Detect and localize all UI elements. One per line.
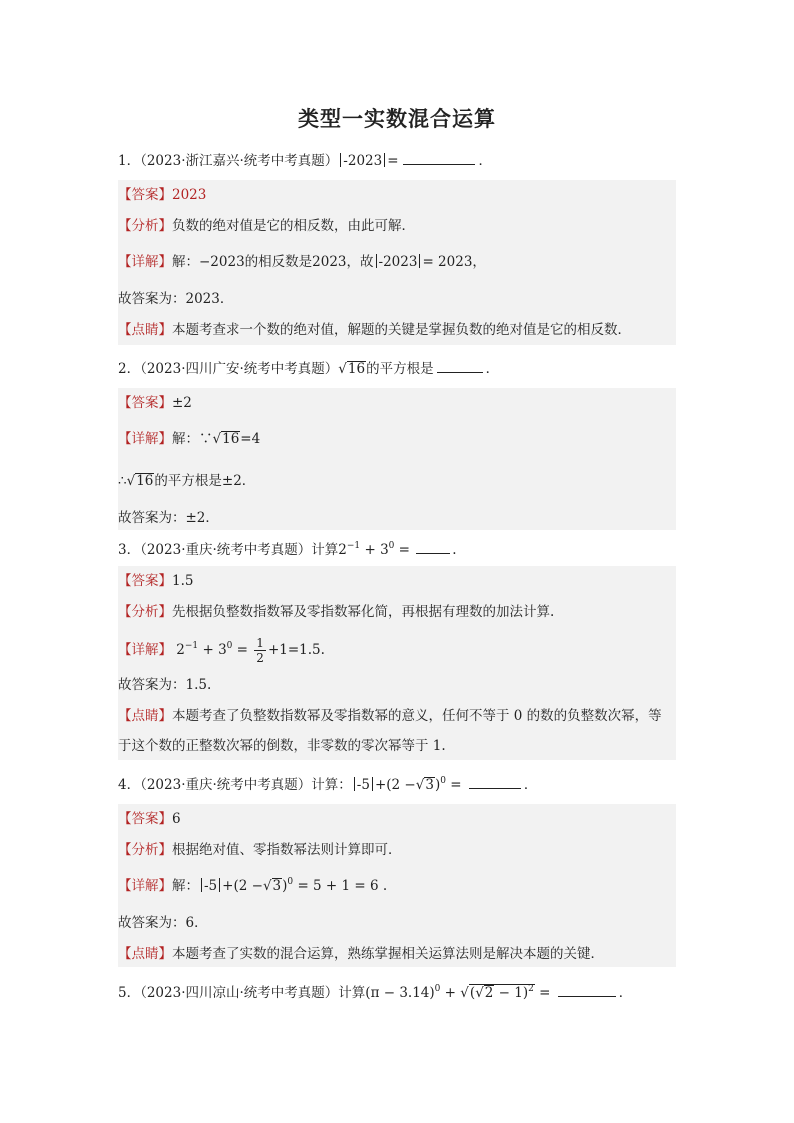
question-source: （2023·重庆·统考中考真题）计算： xyxy=(140,777,352,793)
answer-label: 【答案】 xyxy=(118,395,172,411)
detail-text: 解： xyxy=(172,878,199,894)
radicand: 3 xyxy=(272,878,282,894)
analysis-text: 负数的绝对值是它的相反数，由此可解． xyxy=(172,218,415,234)
question-end: ． xyxy=(485,361,500,377)
question-source: （2023·重庆·统考中考真题）计算 xyxy=(140,542,339,558)
detail-line xyxy=(118,636,676,665)
question-number: 1． xyxy=(118,153,141,169)
fraction xyxy=(254,636,266,665)
abs-bar xyxy=(419,254,420,268)
abs-bar xyxy=(376,254,377,268)
question-end: . xyxy=(452,542,457,558)
equals: = xyxy=(394,542,415,558)
comment-label: 【点睛】 xyxy=(118,322,172,338)
detail-label: 【详解】 xyxy=(118,431,172,447)
analysis-line xyxy=(118,216,676,236)
comment-line xyxy=(118,944,676,964)
equals: = xyxy=(445,777,466,793)
sqrt-sign: √ xyxy=(338,361,347,377)
question-source: （2023·四川凉山·统考中考真题）计算 xyxy=(140,985,366,1001)
question-number: 2． xyxy=(118,361,141,377)
detail-result: = 5 + 1 = 6 . xyxy=(293,878,388,894)
detail-result: =4 xyxy=(240,431,261,447)
question-source: （2023·四川广安·统考中考真题） xyxy=(140,361,339,377)
analysis-text: 先根据负整数指数幂及零指数幂化简，再根据有理数的加法计算. xyxy=(172,604,555,620)
radicand: 16 xyxy=(347,361,366,377)
exponent: 0 xyxy=(388,541,395,551)
radicand: 2 xyxy=(484,985,494,1001)
answer-value: 2023 xyxy=(172,187,207,203)
detail-expression: + 3 xyxy=(198,642,227,658)
question-number: 5． xyxy=(118,985,141,1001)
answer-line xyxy=(118,185,676,205)
question-2 xyxy=(118,358,676,379)
analysis-label: 【分析】 xyxy=(118,218,172,234)
question-source: （2023·浙江嘉兴·统考中考真题） xyxy=(140,153,339,169)
radicand: 16 xyxy=(136,473,154,489)
answer-blank xyxy=(437,358,483,373)
plus-sign: + xyxy=(440,985,461,1001)
radicand: 3 xyxy=(425,777,434,793)
sqrt-sign: √ xyxy=(126,473,136,489)
radicand: 16 xyxy=(222,431,240,447)
expression: − 1) xyxy=(494,985,529,1001)
answer-label: 【答案】 xyxy=(118,187,172,203)
sqrt-sign: √ xyxy=(460,985,469,1001)
comment-label: 【点睛】 xyxy=(118,946,172,962)
detail-label: 【详解】 xyxy=(118,254,172,270)
answer-line xyxy=(118,393,676,413)
sqrt-sign: √ xyxy=(475,985,484,1001)
therefore-text: 的平方根是±2． xyxy=(154,473,256,489)
comment-text: 本题考查求一个数的绝对值，解题的关键是掌握负数的绝对值是它的相反数． xyxy=(172,322,631,338)
exponent: −1 xyxy=(346,541,361,551)
detail-line xyxy=(118,429,676,449)
expression: ) xyxy=(282,878,288,894)
abs-bar xyxy=(372,777,373,791)
expression: 2 xyxy=(338,542,347,558)
answer-blank xyxy=(558,982,616,997)
exponent: 2 xyxy=(528,984,534,994)
answer-value: 6 xyxy=(172,811,181,827)
detail-result: +1=1.5. xyxy=(267,642,325,658)
sqrt-sign: √ xyxy=(415,777,425,793)
abs-bar xyxy=(354,777,355,791)
question-3 xyxy=(118,539,676,560)
equals: = xyxy=(232,642,253,658)
detail-line xyxy=(118,876,676,896)
exponent: 0 xyxy=(440,776,446,786)
abs-bar xyxy=(384,153,385,167)
answer-value: 1.5 xyxy=(172,573,194,589)
analysis-text: 根据绝对值、零指数幂法则计算即可． xyxy=(172,842,402,858)
exponent: 0 xyxy=(434,984,441,994)
equals: = xyxy=(534,985,555,1001)
equals: = xyxy=(387,153,399,169)
expression: + 3 xyxy=(360,542,389,558)
exponent: −1 xyxy=(184,641,199,651)
analysis-line xyxy=(118,602,676,622)
detail-expression: -2023 xyxy=(378,254,418,270)
answer-blank xyxy=(416,539,450,554)
conclusion-line: 故答案为：2023． xyxy=(118,291,234,307)
detail-result: = 2023， xyxy=(422,254,486,270)
question-number: 3． xyxy=(118,542,141,558)
answer-value: ±2 xyxy=(172,395,192,411)
detail-text: 解：−2023的相反数是2023，故 xyxy=(172,254,374,270)
detail-label: 【详解】 xyxy=(118,878,172,894)
question-1 xyxy=(118,150,676,171)
answer-line xyxy=(118,571,676,591)
detail-label: 【详解】 xyxy=(118,642,172,658)
therefore-symbol: ∴ xyxy=(118,473,127,489)
abs-value: -5 xyxy=(204,878,218,894)
analysis-label: 【分析】 xyxy=(118,604,172,620)
detail-expression: 2 xyxy=(176,642,185,658)
answer-blank xyxy=(403,150,475,165)
sqrt-sign: √ xyxy=(212,431,222,447)
conclusion-line: 故答案为：1.5. xyxy=(118,677,212,693)
abs-value: -5 xyxy=(356,777,370,793)
page-title: 类型一实数混合运算 xyxy=(298,106,496,131)
question-text: 的平方根是 xyxy=(366,361,434,377)
analysis-line xyxy=(118,840,676,860)
expression: ) xyxy=(434,777,441,793)
detail-text: 解：∵ xyxy=(172,431,213,447)
conclusion-line: 故答案为：±2． xyxy=(118,510,219,526)
answer-line xyxy=(118,809,676,829)
answer-label: 【答案】 xyxy=(118,573,172,589)
abs-bar xyxy=(340,153,341,167)
comment-label: 【点睛】 xyxy=(118,708,172,724)
expression: ( xyxy=(469,985,476,1001)
abs-bar xyxy=(219,878,220,892)
exponent: 0 xyxy=(287,877,294,887)
sqrt-sign: √ xyxy=(262,878,272,894)
question-5 xyxy=(118,982,676,1003)
expression: -2023 xyxy=(343,153,383,169)
comment-text: 本题考查了负整数指数幂及零指数幂的意义，任何不等于 0 的数的负整数次幂，等 xyxy=(172,708,662,724)
comment-line xyxy=(118,320,676,340)
question-number: 4． xyxy=(118,777,141,793)
analysis-label: 【分析】 xyxy=(118,842,172,858)
comment-text: 本题考查了实数的混合运算，熟练掌握相关运算法则是解决本题的关键． xyxy=(172,946,604,962)
expression: +(2 − xyxy=(374,777,416,793)
question-end: ． xyxy=(478,153,493,169)
comment-line-2: 于这个数的正整数次幂的倒数，非零数的零次幂等于 1. xyxy=(118,738,446,754)
abs-bar xyxy=(201,878,202,892)
question-end: ． xyxy=(523,777,538,793)
comment-line xyxy=(118,706,676,726)
conclusion-line: 故答案为：6． xyxy=(118,915,208,931)
therefore-line xyxy=(118,471,676,491)
fraction-numerator: 1 xyxy=(256,636,264,650)
detail-line xyxy=(118,252,676,272)
question-end: ． xyxy=(618,985,633,1001)
answer-blank xyxy=(469,774,521,789)
answer-label: 【答案】 xyxy=(118,811,172,827)
fraction-denominator: 2 xyxy=(256,651,264,665)
question-4 xyxy=(118,774,676,795)
expression: +(2 − xyxy=(222,878,263,894)
outer-radicand xyxy=(469,984,535,1000)
expression: (π − 3.14) xyxy=(365,985,435,1001)
exponent: 0 xyxy=(226,641,233,651)
